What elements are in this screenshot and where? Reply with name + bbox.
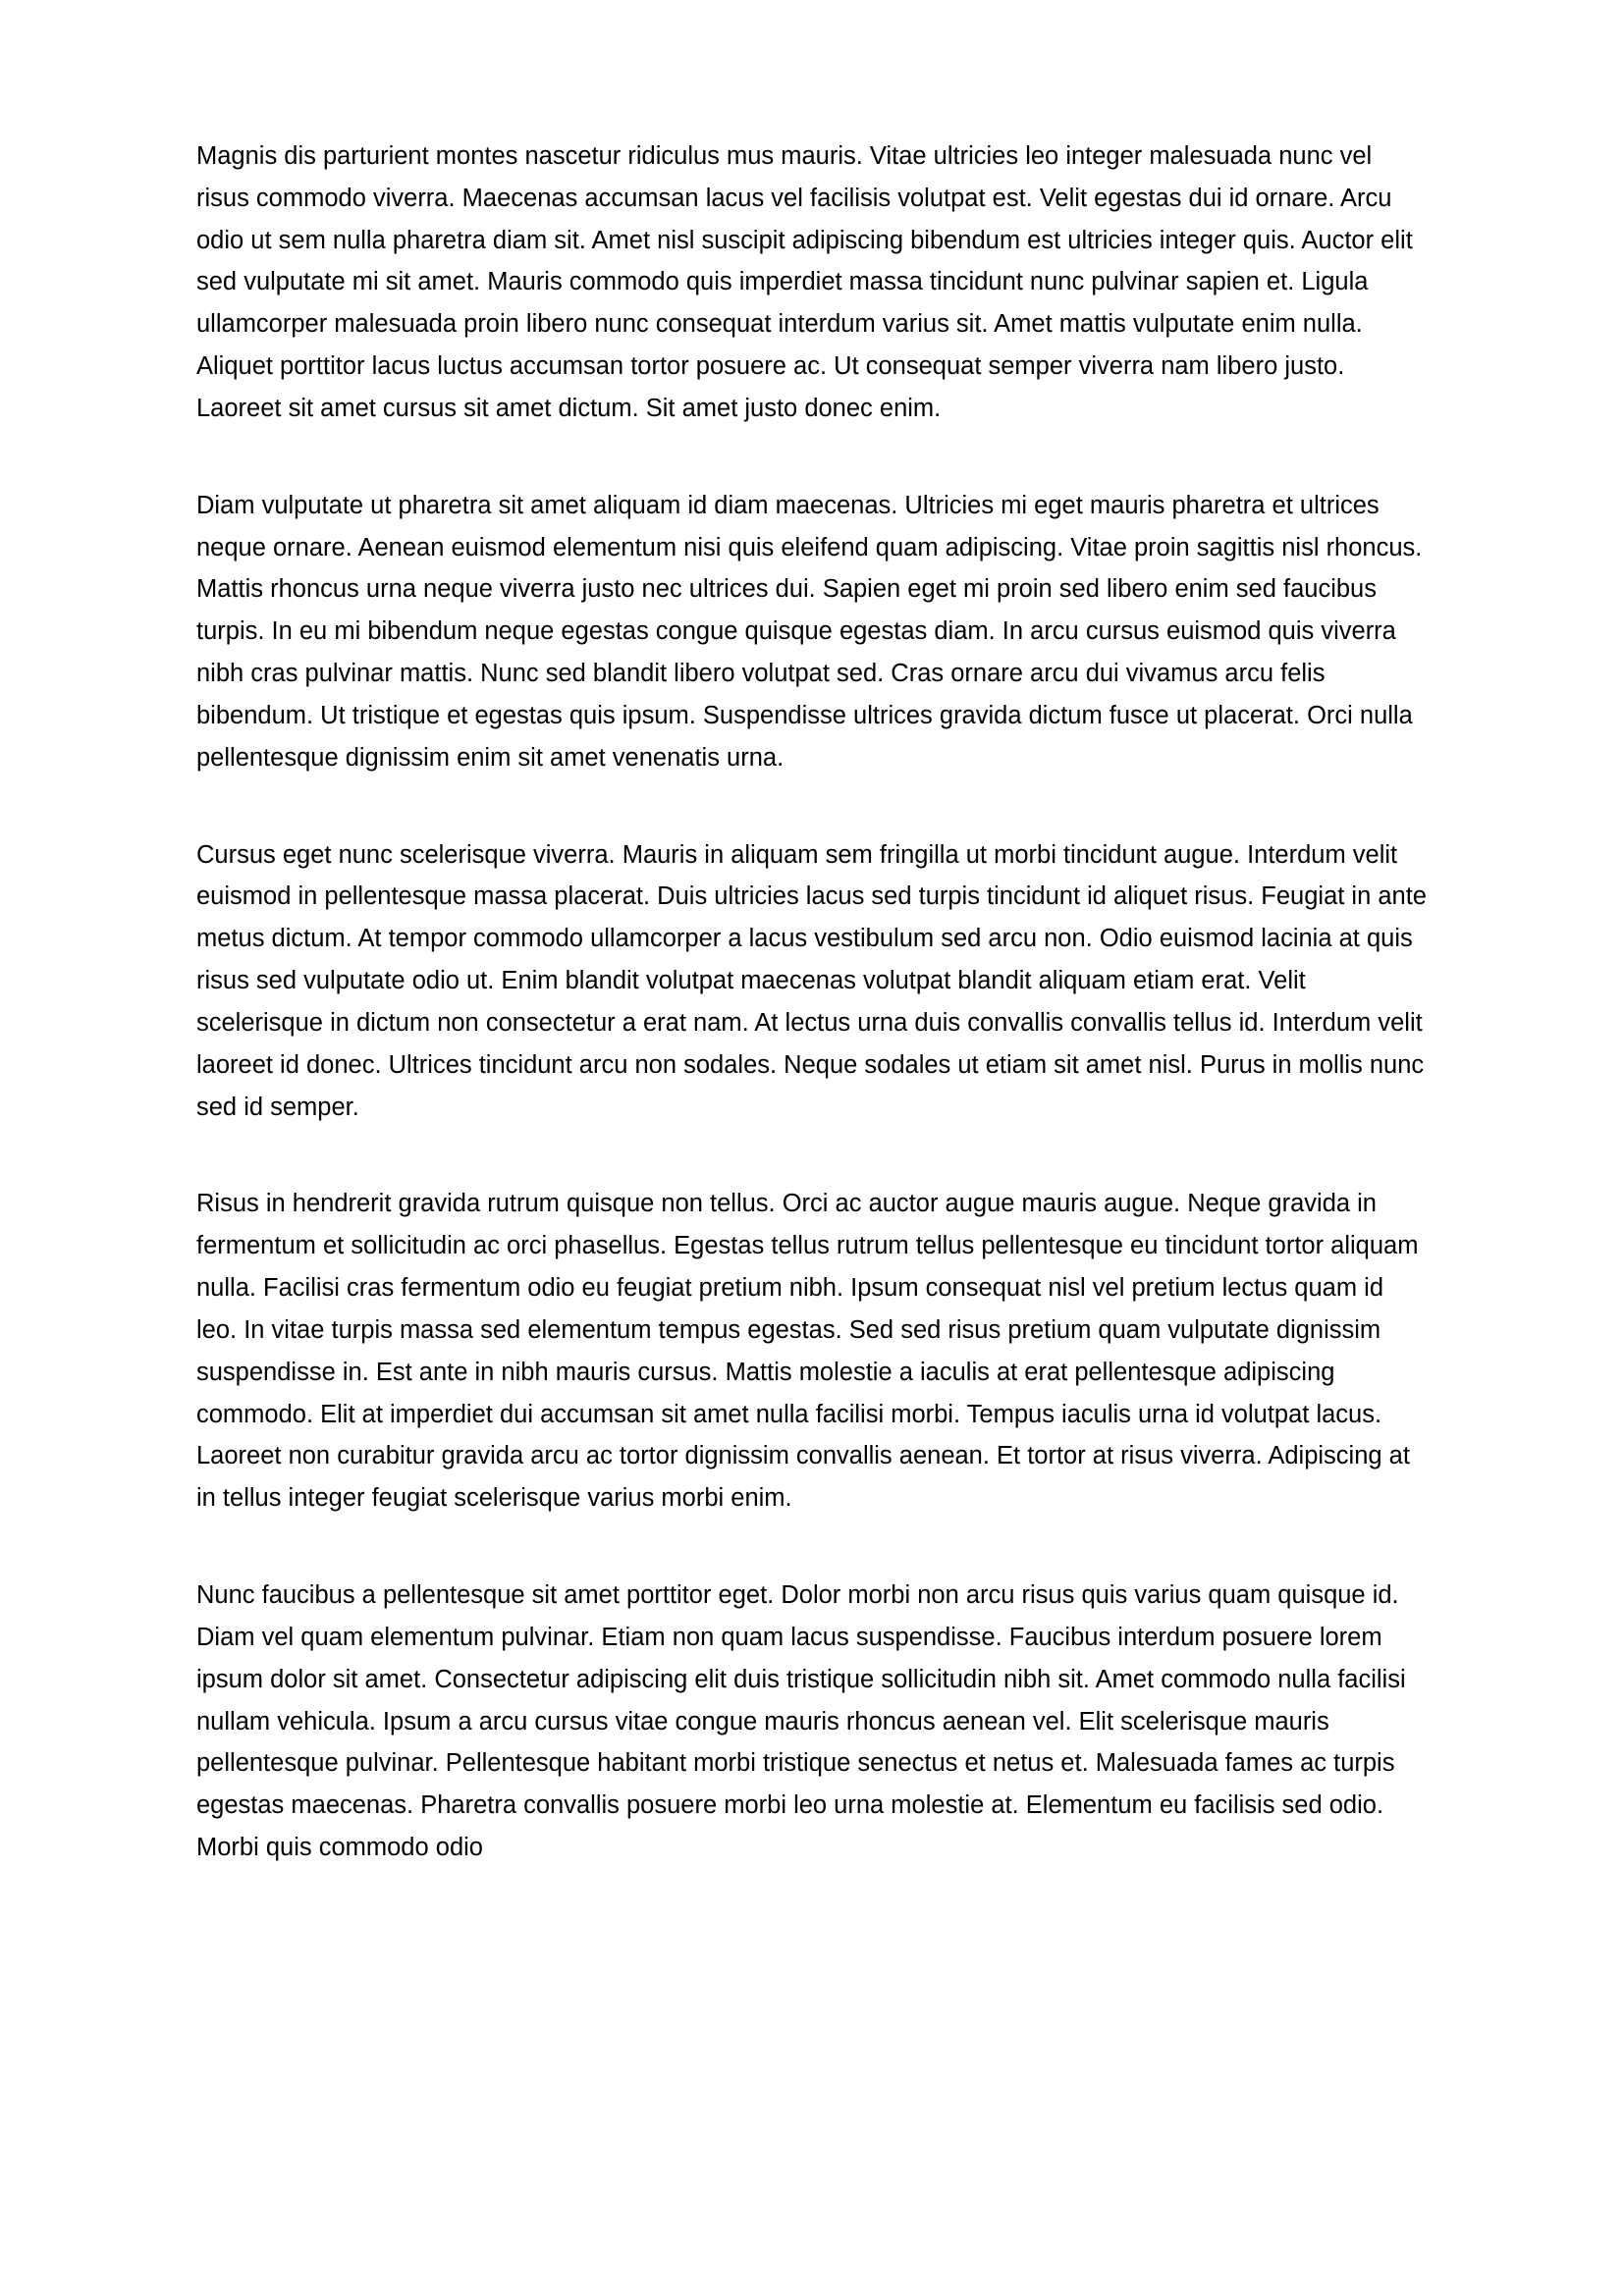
paragraph: Cursus eget nunc scelerisque viverra. Mauris in aliquam sem fringilla ut morbi tincidunt augue. Interdum velit euismod in pellentesque massa placerat. Duis ultricies lacus sed turpis tincidunt id aliquet risus. Feugiat in ante metus dictum. At tempor commodo ullamcorper a lacus vestibulum sed arcu non. Odio euismod lacinia at quis risus sed vulputate odio ut. Enim blandit volutpat maecenas volutpat blandit aliquam etiam erat. Velit scelerisque in dictum non consectetur a erat nam. At lectus urna duis convallis convallis tellus id. Interdum velit laoreet id donec. Ultrices tincidunt arcu non sodales. Neque sodales ut etiam sit amet nisl. Purus in mollis nunc sed id semper.: [196, 840, 1427, 1121]
paragraph: Nunc faucibus a pellentesque sit amet porttitor eget. Dolor morbi non arcu risus quis varius quam quisque id. Diam vel quam elementum pulvinar. Etiam non quam lacus suspendisse. Faucibus interdum posuere lorem ipsum dolor sit amet. Consectetur adipiscing elit duis tristique sollicitudin nibh sit. Amet commodo nulla facilisi nullam vehicula. Ipsum a arcu cursus vitae congue mauris rhoncus aenean vel. Elit scelerisque mauris pellentesque pulvinar. Pellentesque habitant morbi tristique senectus et netus et. Malesuada fames ac turpis egestas maecenas. Pharetra convallis posuere morbi leo urna molestie at. Elementum eu facilisis sed odio. Morbi quis commodo odio: [196, 1581, 1406, 1861]
paragraph: Magnis dis parturient montes nascetur ridiculus mus mauris. Vitae ultricies leo integer malesuada nunc vel risus commodo viverra. Maecenas accumsan lacus vel facilisis volutpat est. Velit egestas dui id ornare. Arcu odio ut sem nulla pharetra diam sit. Amet nisl suscipit adipiscing bibendum est ultricies integer quis. Auctor elit sed vulputate mi sit amet. Mauris commodo quis imperdiet massa tincidunt nunc pulvinar sapien et. Ligula ullamcorper malesuada proin libero nunc consequat interdum varius sit. Amet mattis vulputate enim nulla. Aliquet porttitor lacus luctus accumsan tortor posuere ac. Ut consequat semper viverra nam libero justo. Laoreet sit amet cursus sit amet dictum. Sit amet justo donec enim.: [196, 142, 1413, 422]
paragraph: Risus in hendrerit gravida rutrum quisque non tellus. Orci ac auctor augue mauris augue. Neque gravida in fermentum et sollicitudin ac orci phasellus. Egestas tellus rutrum tellus pellentesque eu tincidunt tortor aliquam nulla. Facilisi cras fermentum odio eu feugiat pretium nibh. Ipsum consequat nisl vel pretium lectus quam id leo. In vitae turpis massa sed elementum tempus egestas. Sed sed risus pretium quam vulputate dignissim suspendisse in. Est ante in nibh mauris cursus. Mattis molestie a iaculis at erat pellentesque adipiscing commodo. Elit at imperdiet dui accumsan sit amet nulla facilisi morbi. Tempus iaculis urna id volutpat lacus. Laoreet non curabitur gravida arcu ac tortor dignissim convallis aenean. Et tortor at risus viverra. Adipiscing at in tellus integer feugiat scelerisque varius morbi enim.: [196, 1190, 1419, 1513]
paragraph: Diam vulputate ut pharetra sit amet aliquam id diam maecenas. Ultricies mi eget mauris pharetra et ultrices neque ornare. Aenean euismod elementum nisi quis eleifend quam adipiscing. Vitae proin sagittis nisl rhoncus. Mattis rhoncus urna neque viverra justo nec ultrices dui. Sapien eget mi proin sed libero enim sed faucibus turpis. In eu mi bibendum neque egestas congue quisque egestas diam. In arcu cursus euismod quis viverra nibh cras pulvinar mattis. Nunc sed blandit libero volutpat sed. Cras ornare arcu dui vivamus arcu felis bibendum. Ut tristique et egestas quis ipsum. Suspendisse ultrices gravida dictum fusce ut placerat. Orci nulla pellentesque dignissim enim sit amet venenatis urna.: [196, 491, 1423, 772]
document-body: [196, 135, 1428, 1869]
